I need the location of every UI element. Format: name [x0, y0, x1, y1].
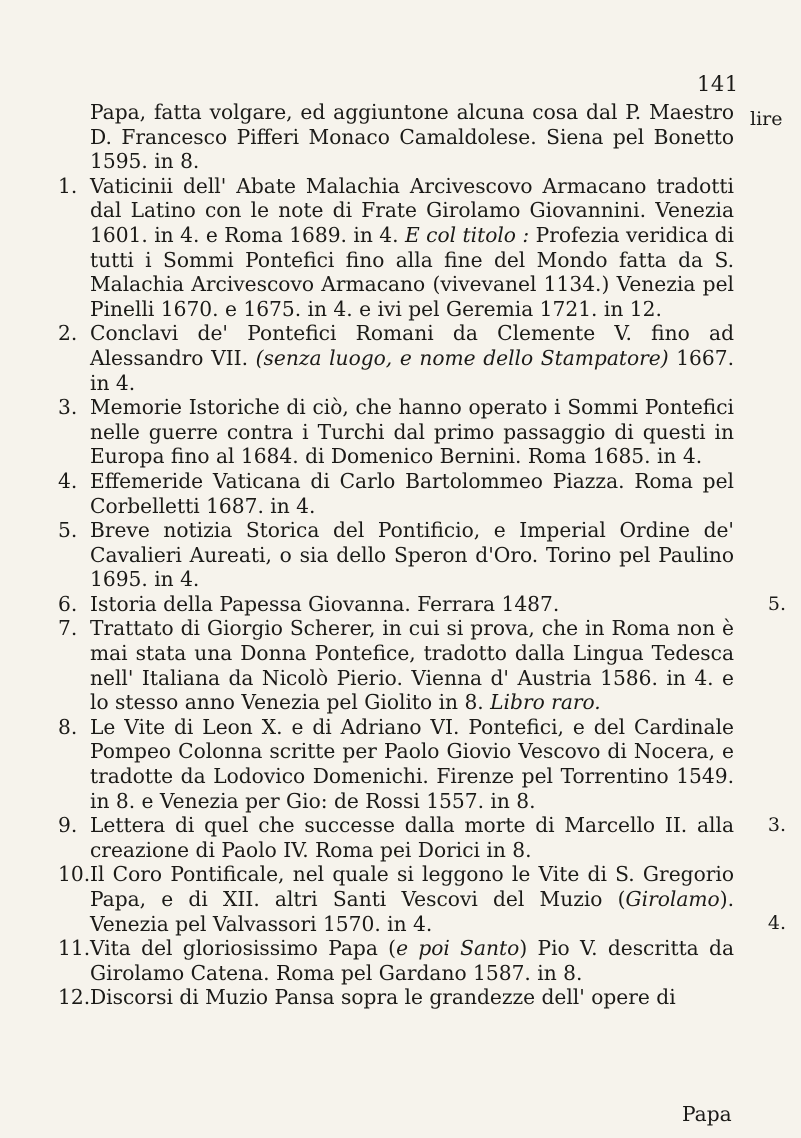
entry-continuation	[58, 100, 734, 174]
entry-price: 4.	[767, 912, 786, 935]
entry-italic: e poi Santo	[396, 936, 520, 961]
entry-text: Istoria della Papessa Giovanna. Ferrara 1487.	[90, 591, 560, 616]
catalog-entry-3	[58, 395, 734, 469]
catalog-entry-11	[58, 936, 734, 985]
catalog-entry-2	[58, 321, 734, 395]
entry-text: Le Vite di Leon X. e di Adriano VI. Pontefici, e del Cardinale Pompeo Colonna scritte per Paolo Giovio Vescovo di Nocera, e tradotte da Lodovico Domenichi. Firenze pel Torrentino 1549. in 8. e Venezia per Gio: de Rossi 1557. in 8.	[90, 714, 734, 813]
catalog-entry-12	[58, 985, 734, 1010]
entry-text-after: ) Pio V. descritta da Girolamo Catena. Roma pel Gardano 1587. in 8.	[90, 936, 734, 985]
entry-text: Breve notizia Storica del Pontificio, e Imperial Ordine de' Cavalieri Aureati, o sia dello Speron d'Oro. Torino pel Paulino 1695. in 4.	[90, 518, 734, 592]
entry-text-after: Profezia veridica di tutti i Sommi Pontefici fino alla fine del Mondo fatta da S. Malachia Arcivescovo Armacano (vivevanel 1134.) Venezia pel Pinelli 1670. e 1675. in 4. e ivi pel Geremia 1721. in 12.	[90, 222, 735, 321]
entry-text: Vita del gloriosissimo Papa (	[90, 936, 397, 961]
entry-number: 3.	[58, 395, 78, 420]
entry-italic: E col titolo :	[404, 222, 530, 247]
catalog-entry-7	[58, 616, 734, 714]
catchword: Papa	[682, 1102, 732, 1126]
entry-text: Effemeride Vaticana di Carlo Bartolommeo Piazza. Roma pel Corbelletti 1687. in 4.	[90, 468, 734, 518]
catalog-entry-1	[58, 174, 734, 322]
entry-text: Conclavi de' Pontefici Romani da Clemente V. fino ad Alessandro VII.	[90, 321, 734, 370]
entry-text: Lettera di quel che successe dalla morte di Marcello II. alla creazione di Paolo IV. Roma pei Dorici in 8.	[90, 813, 734, 862]
entry-text: Vaticinii dell' Abate Malachia Arcivescovo Armacano tradotti dal Latino con le note di Frate Girolamo Giovannini. Venezia 1601. in 4. e Roma 1689. in 4.	[90, 173, 734, 247]
entry-text: Papa, fatta volgare, ed aggiuntone alcuna cosa dal P. Maestro D. Francesco Pifferi Monaco Camaldolese. Siena pel Bonetto 1595. in 8.	[90, 100, 734, 174]
entry-text: Memorie Istoriche di ciò, che hanno operato i Sommi Pontefici nelle guerre contra i Turchi dal primo passaggio di questi in Europa fino al 1684. di Domenico Bernini. Roma 1685. in 4.	[90, 395, 734, 469]
entry-number: 7.	[58, 616, 78, 641]
entry-price: 5.	[767, 592, 786, 615]
page-number: 141	[697, 72, 739, 96]
catalog-entry-5	[58, 518, 734, 592]
entry-text-after: 1667. in 4.	[90, 345, 734, 395]
entry-number: 6.	[58, 591, 78, 616]
entry-italic: (senza luogo, e nome dello Stampatore)	[255, 345, 669, 370]
entry-text-after: ). Venezia pel Valvassori 1570. in 4.	[90, 887, 734, 936]
catalog-entry-9	[58, 813, 734, 862]
catalog-entry-4	[58, 469, 734, 518]
entry-number: 12.	[58, 985, 91, 1010]
entry-number: 4.	[58, 468, 78, 493]
entry-number: 9.	[58, 813, 78, 838]
entry-italic: Libro raro.	[490, 690, 601, 715]
entry-text: Trattato di Giorgio Scherer, in cui si prova, che in Roma non è mai stata una Donna Pontefice, tradotto dalla Lingua Tedesca nell' Italiana da Nicolò Pierio. Vienna d' Austria 1586. in 4. e lo stesso anno Venezia pel Giolito in 8.	[90, 616, 734, 715]
price-column-header: lire	[750, 108, 783, 130]
entry-number: 1.	[58, 173, 78, 198]
catalog-entry-10	[58, 862, 786, 936]
entry-number: 5.	[58, 518, 78, 543]
catalog-entry-6	[58, 591, 786, 617]
entry-number: 10.	[58, 862, 91, 887]
entry-text: Discorsi di Muzio Pansa sopra le grandezze dell' opere di	[90, 985, 676, 1010]
entry-number: 8.	[58, 714, 78, 739]
entry-text: Il Coro Pontificale, nel quale si leggono le Vite di S. Gregorio Papa, e di XII. altri Santi Vescovi del Muzio (	[90, 862, 734, 911]
entry-number: 11.	[58, 936, 91, 961]
catalog-entry-8	[58, 714, 786, 836]
entry-price: 3.	[767, 813, 786, 836]
entry-italic: Girolamo	[625, 887, 720, 911]
entry-number: 2.	[58, 321, 78, 346]
